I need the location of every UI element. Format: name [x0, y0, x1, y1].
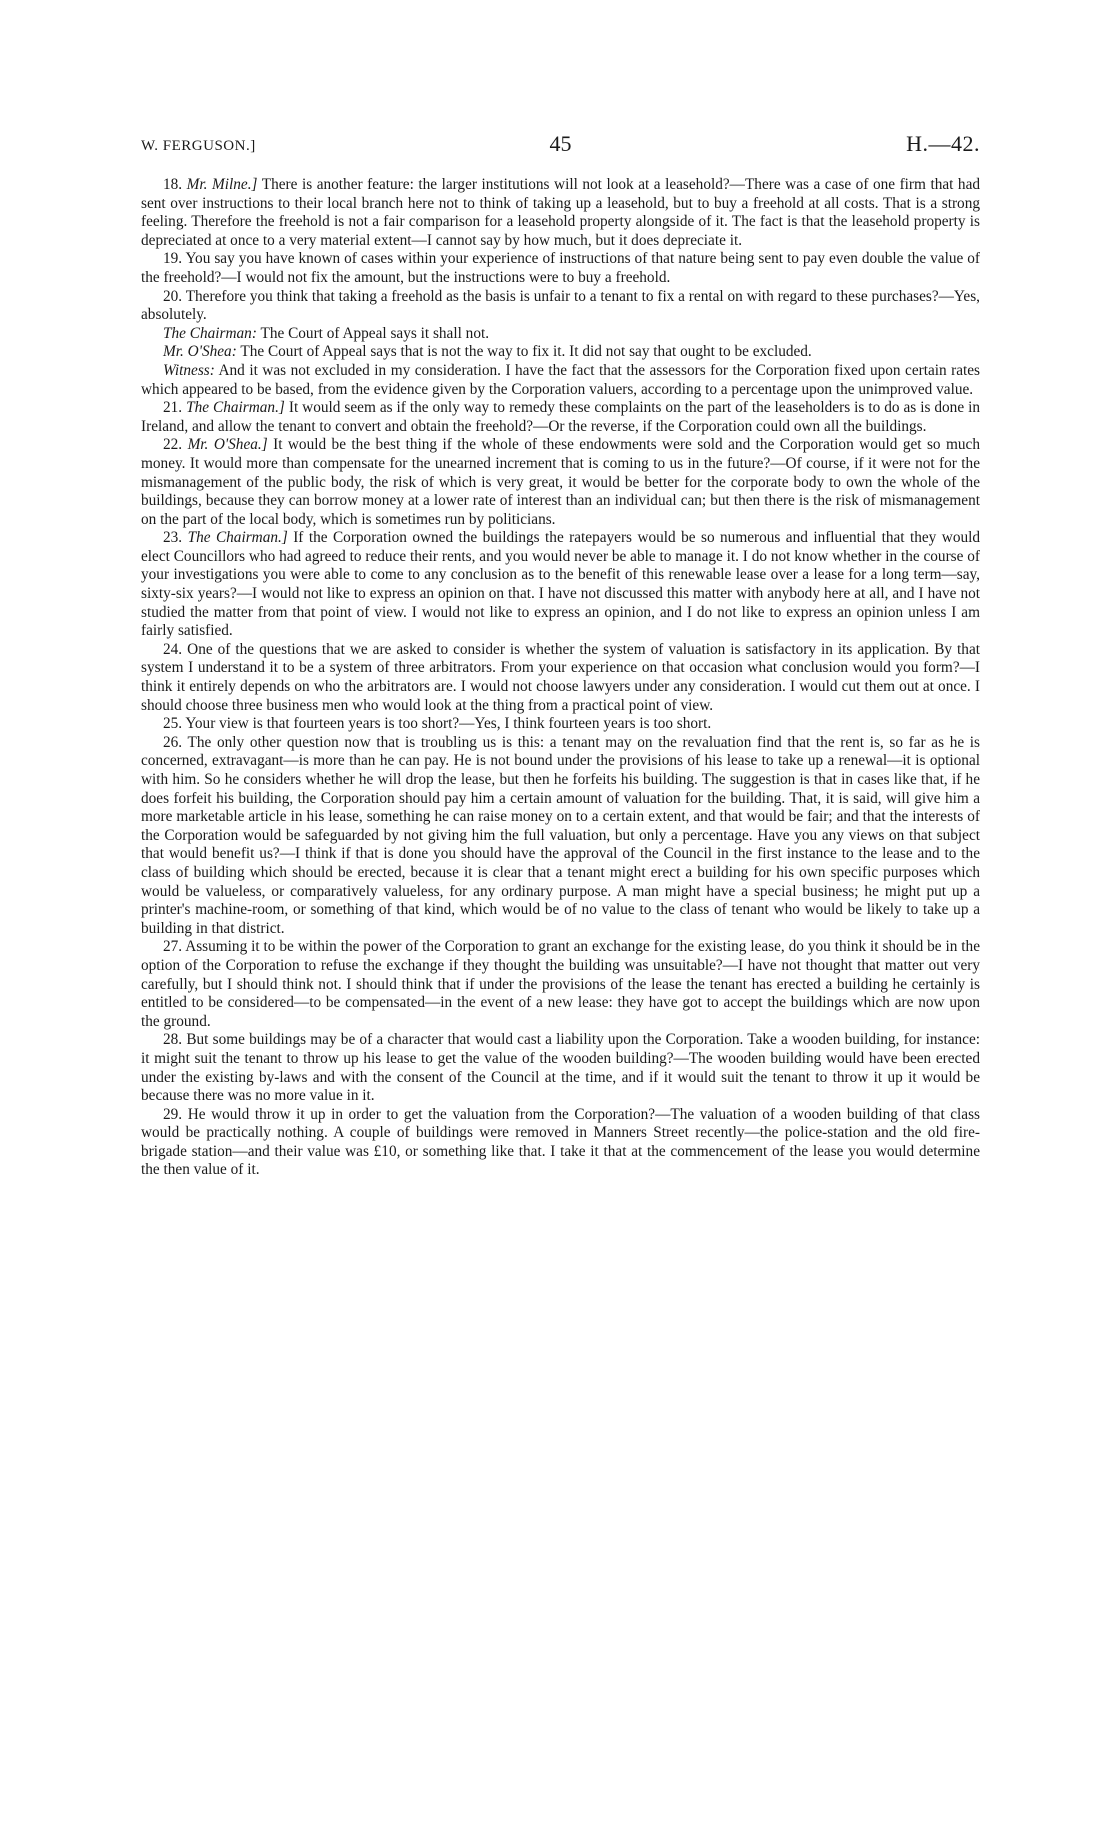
paragraph-text: It would be the best thing if the whole of these endowments were sold and the Corporation would get so much money. It would more than compensate for the unearned increment that is coming to us in the future?—Of course, if it were not for the mismanagement of the public body, the risk of which is very great, it would be better for the corporate body to own the whole of the buildings, because they can borrow money at a lower rate of interest than an individual can; but then there is the risk of mismanagement on the part of the local body, which is sometimes run by politicians.: [141, 436, 980, 528]
speaker-name: Mr. O'Shea.]: [187, 436, 268, 454]
question-number: 26.: [163, 733, 188, 751]
paragraph-text: You say you have known of cases within your experience of instructions of that nature being sent to pay even double the value of the freehold?—I would not fix the amount, but the instructions were to buy a freehold.: [141, 250, 980, 286]
question-number: 18.: [163, 176, 187, 193]
paragraph-text: Therefore you think that taking a freehold as the basis is unfair to a tenant to fix a rental on with regard to these purchases?—Yes, absolutely.: [141, 287, 980, 324]
paragraph-text: Assuming it to be within the power of the Corporation to grant an exchange for the existing lease, do you think it should be in the option of the Corporation to refuse the exchange if they thought the building was unsuitable?—I have not thought that matter out very carefully, but I should think not. I should think that if under the provisions of the lease the tenant has erected a building he certainly is entitled to be considered—to be compensated—in the event of a new lease: they have got to accept the buildings which are now upon the ground.: [141, 938, 980, 1030]
question-number: 28.: [163, 1031, 187, 1049]
question-number: 22.: [163, 436, 188, 454]
question-number: 25.: [163, 715, 186, 733]
paragraph-21: [141, 399, 980, 436]
paragraph-18: [141, 176, 980, 250]
speaker-name: The Chairman.]: [187, 529, 288, 547]
question-number: 19.: [163, 250, 186, 268]
document-page: [141, 128, 980, 1180]
paragraph-chairman-remark: [141, 325, 980, 344]
document-body: [141, 176, 980, 1180]
paragraph-text: But some buildings may be of a character that would cast a liability upon the Corporation. Take a wooden building, for instance: it might suit the tenant to throw up his lease to get the value of the wooden building?—The wooden building would have been erected under the existing by-laws and with the consent of the Council at the time, and if it would suit the tenant to throw it up it would be because there was no more value in it.: [141, 1031, 980, 1105]
paragraph-24: [141, 641, 980, 715]
speaker-name: Mr. Milne.]: [186, 176, 258, 193]
question-number: 23.: [163, 529, 188, 547]
paragraph-text: The only other question now that is troubling us is this: a tenant may on the revaluation find that the rent is, so far as he is concerned, extravagant—is more than he can pay. He is not bound under the provisions of his lease to take up a renewal—it is optional with him. So he considers whether he will drop the lease, but then he forfeits his building. The suggestion is that in cases like that, if he does forfeit his building, the Corporation should pay him a certain amount of valuation for the building. That, it is said, will give him a more marketable article in his lease, something he can raise money on to a certain extent, and that would be fair; and that the interests of the Corporation would be safeguarded by not giving him the full valuation, but only a percentage. Have you any views on that subject that would benefit us?—I think if that is done you should have the approval of the Council in the first instance to the lease and to the class of building which should be erected, because it is clear that a tenant might erect a building for his own specific purposes which would be valueless, or comparatively valueless, for any ordinary purpose. A man might have a special business; he might put up a printer's machine-room, or something of that kind, which would be of no value to the class of tenant who would be likely to take up a building in that district.: [141, 733, 981, 937]
paragraph-23: [141, 529, 980, 641]
paragraph-text: The Court of Appeal says it shall not.: [256, 324, 490, 342]
paragraph-28: [141, 1031, 980, 1105]
paragraph-text: And it was not excluded in my consideration. I have the fact that the assessors for the Corporation fixed upon certain rates which appeared to be based, from the evidence given by the Corporation valuers, according to a percentage upon the unimproved value.: [141, 361, 980, 398]
paragraph-19: [141, 250, 980, 287]
paragraph-29: [141, 1106, 980, 1180]
page-header: [141, 128, 980, 168]
speaker-name: Mr. O'Shea:: [163, 343, 237, 361]
paragraph-text: One of the questions that we are asked to consider is whether the system of valuation is satisfactory in its application. By that system I understand it to be a system of three arbitrators. From your experience on that occasion what conclusion would you form?—I think it entirely depends on who the arbitrators are. I would not choose lawyers under any consideration. I would cut them out at once. I should choose three business men who would look at the thing from a practical point of view.: [141, 640, 980, 714]
question-number: 27.: [163, 938, 186, 956]
paragraph-25: [141, 715, 980, 734]
paragraph-text: If the Corporation owned the buildings the ratepayers would be so numerous and influential that they would elect Councillors who had agreed to reduce their rents, and you would never be able to manage it. I do not know whether in the course of your investigations you were able to come to any conclusion as to the benefit of this renewable lease over a lease for a long term—say, sixty-six years?—I would not like to express an opinion on that. I have not discussed this matter with anybody here at all, and I have not studied the matter from that point of view. I would not like to express an opinion, and I do not like to express an opinion unless I am fairly satisfied.: [141, 529, 981, 640]
question-number: 29.: [163, 1105, 188, 1123]
question-number: 21.: [163, 399, 187, 417]
page-number: 45: [549, 131, 572, 156]
paragraph-27: [141, 938, 980, 1031]
paragraph-20: [141, 288, 980, 325]
witness-name-header: W. FERGUSON.]: [141, 138, 256, 154]
paragraph-text: It would seem as if the only way to remedy these complaints on the part of the leaseholders is to do as is done in Ireland, and allow the tenant to convert and obtain the freehold?—Or the reverse, if the Corporation could own all the buildings.: [141, 399, 981, 435]
paragraph-text: Your view is that fourteen years is too short?—Yes, I think fourteen years is too short.: [185, 715, 712, 733]
speaker-name: The Chairman:: [163, 324, 257, 342]
paragraph-26: [141, 734, 980, 939]
speaker-name: Witness:: [163, 361, 215, 379]
paragraph-text: He would throw it up in order to get the valuation from the Corporation?—The valuation of a wooden building of that class would be practically nothing. A couple of buildings were removed in Manners Street recently—the police-station and the old fire-brigade station—and their value was £10, or something like that. I take it that at the commencement of the lease you would determine the then value of it.: [141, 1105, 980, 1179]
paragraph-text: There is another feature: the larger institutions will not look at a leasehold?—There was a case of one firm that had sent over instructions to their local branch here not to think of taking up a leasehold, but to buy a freehold at all costs. That is a strong feeling. Therefore the freehold is not a fair comparison for a leasehold property alongside of it. The fact is that the leasehold property is depreciated at once to a very material extent—I cannot say by how much, but it does depreciate it.: [141, 176, 981, 249]
document-reference: H.—42.: [906, 131, 980, 156]
speaker-name: The Chairman.]: [186, 399, 285, 417]
question-number: 20.: [163, 287, 186, 305]
paragraph-text: The Court of Appeal says that is not the way to fix it. It did not say that ought to be excluded.: [236, 343, 812, 361]
paragraph-22: [141, 436, 980, 529]
question-number: 24.: [163, 640, 188, 658]
paragraph-oshea-remark: [141, 343, 980, 362]
paragraph-witness-remark: [141, 362, 980, 399]
